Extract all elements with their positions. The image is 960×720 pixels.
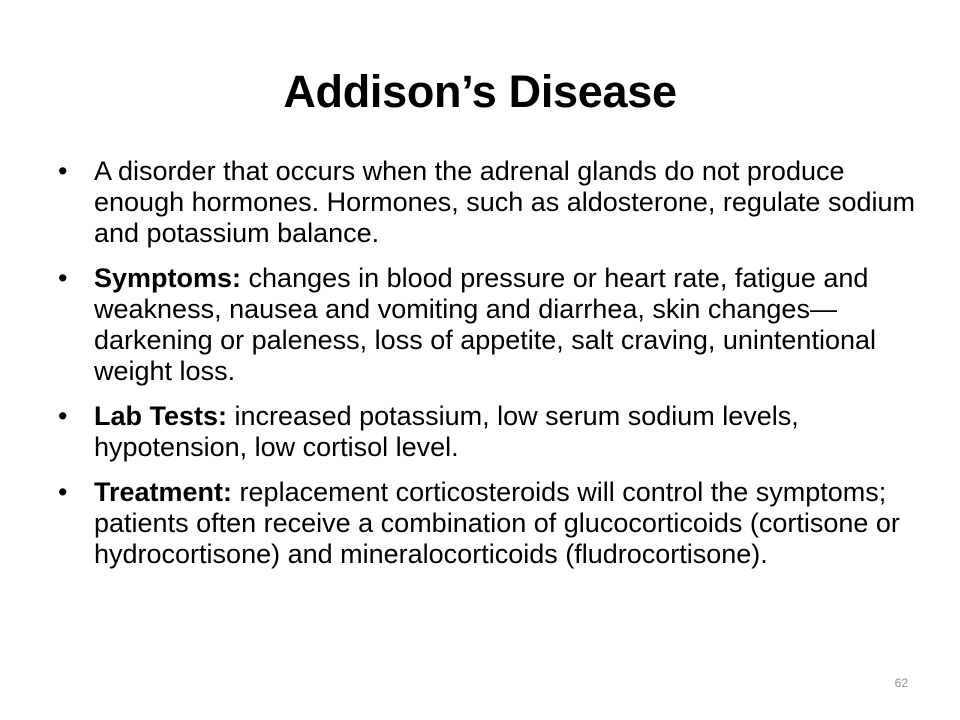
bullet-icon: •: [58, 263, 68, 293]
bullet-list: [58, 156, 918, 584]
bullet-icon: •: [58, 401, 68, 431]
bullet-text: changes in blood pressure or heart rate, fatigue and weakness, nausea and vomiting and diarrhea, skin changes—darkening or paleness, loss of appetite, salt craving, unintentional weight loss.: [94, 263, 876, 386]
bullet-treatment: [58, 477, 918, 570]
bullet-definition: [58, 156, 918, 249]
bullet-lead: Treatment:: [94, 477, 233, 507]
page-number: 62: [894, 676, 908, 690]
bullet-icon: •: [58, 477, 68, 507]
slide-title: Addison’s Disease: [283, 66, 677, 117]
bullet-lead: Lab Tests:: [94, 401, 228, 431]
bullet-lead: Symptoms:: [94, 263, 242, 293]
bullet-icon: •: [58, 156, 68, 186]
bullet-text: A disorder that occurs when the adrenal glands do not produce enough hormones. Hormones, such as aldosterone, regulate sodium and potassium balance.: [94, 156, 915, 248]
bullet-text: replacement corticosteroids will control the symptoms; patients often receive a combination of glucocorticoids (cortisone or hydrocortisone) and mineralocorticoids (fludrocortisone).: [94, 477, 900, 569]
bullet-symptoms: [58, 263, 918, 387]
bullet-text: increased potassium, low serum sodium levels, hypotension, low cortisol level.: [94, 401, 799, 462]
bullet-lab-tests: [58, 401, 918, 463]
